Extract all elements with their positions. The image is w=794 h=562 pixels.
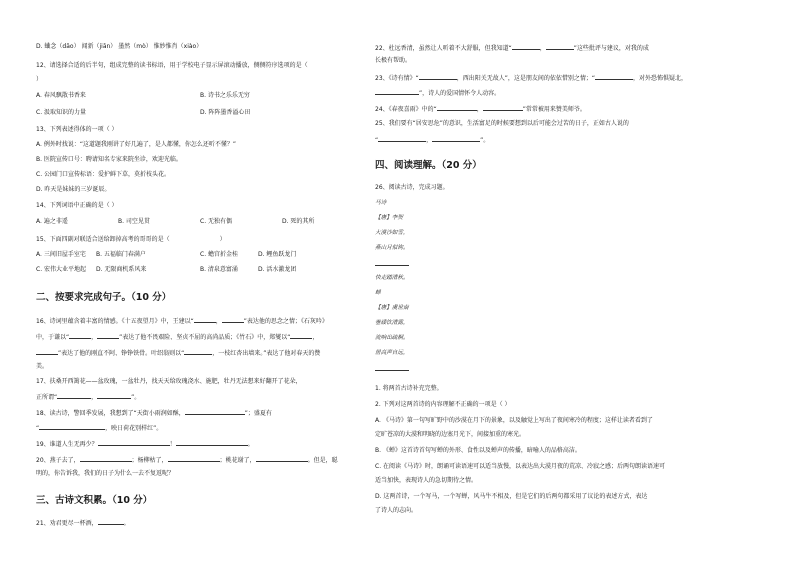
- q16-blank-2[interactable]: [222, 316, 244, 323]
- q24-comma: ，: [476, 106, 483, 113]
- q15-option-c: C. 蟾宫折金桂: [200, 251, 239, 258]
- poem-1-line1: 大漠沙如雪，: [375, 230, 409, 236]
- q19-blank-2[interactable]: [176, 439, 248, 446]
- q24-text: 24、《春夜喜雨》中的“: [375, 106, 437, 113]
- q15-option-d: D. 鲤鱼跃龙门: [258, 251, 297, 258]
- poem-2-line2: 流响出疏桐。: [375, 335, 409, 341]
- q16-blank-5[interactable]: [290, 332, 312, 339]
- q22-blank-2[interactable]: [546, 43, 574, 50]
- q23-blank-1[interactable]: [419, 73, 457, 80]
- subq-2-option-b: B. 《蝉》这首诗首句写蝉的外形、食性以及蝉声的传播，暗喻人的品格高洁。: [375, 447, 581, 454]
- q24-text-c: ”常常被用来赞美师爷。: [522, 106, 586, 113]
- q18-quote: “: [36, 425, 40, 432]
- q19-period: 。: [247, 441, 254, 448]
- q16-text-c3: ，一枝红杏出墙来。”表达了他对春天的赞: [212, 350, 321, 357]
- poem-2-line3: 居高声自远，: [375, 350, 409, 356]
- q20-text-b: ；杨柳枯了，: [131, 457, 168, 464]
- q15-option-g: B. 清泉意富涌: [200, 266, 238, 273]
- subq-2: 2. 下列对这两首诗的内容理解不正确的一项是（ ）: [375, 401, 511, 408]
- q16-blank-6[interactable]: [36, 348, 58, 355]
- q23-text: 23、《诗有情》“: [375, 75, 419, 82]
- subq-2-option-a-l2: 定旷苍凉的大漠和明晓的边塞月光下，间接加重的寒光。: [375, 431, 526, 438]
- poem-1-blank[interactable]: [375, 259, 409, 266]
- q16-text-c2: ”表达了他的刚直不阿、铮铮铁骨。叶绍翁则以“: [58, 350, 185, 357]
- poem-1-blank-line: [375, 259, 409, 269]
- subq-2-option-c-l2: 适当加快，表现诗人的急切期待之情。: [375, 477, 478, 484]
- q12-option-a: A. 春风飘散书香来: [36, 92, 86, 99]
- q20-blank-1[interactable]: [80, 455, 132, 462]
- q16-text-b: 中，于谦以“: [36, 334, 70, 341]
- q20-line1: [36, 455, 338, 465]
- q25-end: ”。: [480, 137, 490, 144]
- poem-1-author: 【唐】李贺: [375, 215, 403, 221]
- q12-option-d: D. 阵阵墨香溢心田: [200, 109, 251, 116]
- q20-text-d: 。但是，聪: [307, 457, 338, 464]
- q23-line2: [375, 88, 500, 98]
- q19-excl: ！: [169, 441, 176, 448]
- q16-blank-3[interactable]: [69, 332, 91, 339]
- q17-line1: 17、扶桑开西篱花——盆玫瑰，一盆牡丹，找天天给玫瑰浇水、施肥，牡丹无法想来好翻开了花朵，: [36, 378, 302, 385]
- q24-blank-2[interactable]: [483, 104, 523, 111]
- poem-2-title: 蝉: [375, 290, 381, 296]
- q15-stem: [36, 236, 226, 244]
- q25-line2: [375, 135, 489, 145]
- q25-blank-1[interactable]: [378, 135, 426, 142]
- q11-option-d: D. 蛐念（dāo） 闻新（jiān） 墨然（mò） 惟妙惟肖（xiào）: [36, 43, 203, 50]
- q13-stem: 13、下列表述得体的一项（ ）: [36, 126, 118, 133]
- q15-option-h: D. 活水激龙团: [258, 266, 297, 273]
- q23-blank-3[interactable]: [375, 88, 419, 95]
- q23-text-c: ，对外恐怖惧疑北，: [632, 75, 687, 82]
- q16-line4: 美。: [36, 363, 49, 370]
- q18-blank-2[interactable]: [39, 423, 105, 430]
- q24-line: [375, 104, 586, 114]
- q17-text-b: 正所谓“: [36, 394, 58, 401]
- poem-2-blank-line: [375, 364, 409, 374]
- q12-option-b: B. 诗书之乐乐无穷: [200, 92, 250, 99]
- q18-text-c2: ，映日荷花别样红”。: [105, 425, 163, 432]
- q22-text: 22、杜远香清，虽然让人听着不大舒服，但我知道“: [375, 45, 512, 52]
- q12-stem-cont: ）: [36, 76, 43, 83]
- q20-text-c: ；桃花谢了，: [219, 457, 256, 464]
- q15-option-a: A. 三间旧屋手室宅: [36, 251, 86, 258]
- q13-option-d: D. 昨天是妹妹的三岁诞辰。: [36, 186, 111, 193]
- q15-stem-paren: ）: [219, 236, 226, 243]
- q18-text: 18、读古诗，警回季发展，我想到了“天街小雨润如酥，: [36, 410, 185, 417]
- section-2-heading: 二、按要求完成句子。（10 分）: [36, 292, 172, 303]
- q18-blank-1[interactable]: [185, 408, 245, 415]
- poem-1-line4: 快走踏清秋。: [375, 275, 409, 281]
- q20-blank-3[interactable]: [256, 455, 308, 462]
- q14-option-b: B. 司空见贯: [118, 218, 150, 225]
- q26-stem: 26、阅读古诗，完成习题。: [375, 184, 449, 191]
- poem-1-title: 马诗: [375, 200, 387, 206]
- q21-blank[interactable]: [98, 518, 124, 525]
- subq-2-option-d-l1: D. 这两首诗，一个写马，一个写蝉，风马牛不相及，但是它们的后两句都采用了议论的表述方式，表达: [375, 493, 648, 500]
- q16-text-a2: ”表达他的思念之情；《石灰吟》: [243, 318, 328, 325]
- q21-period: 。: [123, 520, 130, 527]
- subq-2-option-c-l1: C. 在阅读《马诗》时，朗诵可读语速可以适当放慢，以表达出大漠月夜的荒凉、冷寂之感；后两句朗读语速可: [375, 463, 666, 470]
- q17-blank-1[interactable]: [57, 392, 91, 399]
- q22-comma: ，: [539, 45, 546, 52]
- q20-line2: 明的，你告诉我，我们的日子为什么一去不复返呢？: [36, 470, 175, 477]
- q22-text-c: ”这些批评与建议，对我的成: [573, 45, 649, 52]
- q18-text-b: ”；盛夏有: [244, 410, 272, 417]
- q18-line1: [36, 408, 272, 418]
- poem-2-author: 【唐】虞世南: [375, 305, 409, 311]
- q20-blank-2[interactable]: [168, 455, 220, 462]
- q13-option-a: A. 例外时找说：“这道题我刚讲了好几遍了，是人都懂，你怎么还听不懂？”: [36, 141, 237, 148]
- q23-text-d: ”，诗人的爱国情怀令人动容。: [419, 90, 501, 97]
- poem-2-blank[interactable]: [375, 364, 409, 371]
- subq-1: 1. 将两首古诗补充完整。: [375, 385, 443, 392]
- q13-option-b: B. 医院宣传口号：聘请知名专家来院坐诊，欢迎光临。: [36, 156, 182, 163]
- q19-text: 19、谁道人生无再少？: [36, 441, 98, 448]
- q22-line2: 长极有帮助。: [375, 57, 412, 64]
- q14-option-a: A. 遍之非遥: [36, 218, 68, 225]
- q16-text-a: 16、诗词里蕴含着丰富的情感。《十五夜望月》中，王建以“: [36, 318, 194, 325]
- q14-option-c: C. 无独有偶: [200, 218, 233, 225]
- section-3-heading: 三、古诗文积累。（10 分）: [36, 495, 153, 506]
- q17-blank-2[interactable]: [97, 392, 131, 399]
- q25-line1: 25、我们要有“居安思危”的意识，生活富足的时候要想到以后可能会过苦的日子，正如古人说的: [375, 120, 629, 127]
- q12-option-c: C. 汲取知识的力量: [36, 109, 87, 116]
- q19-blank-1[interactable]: [98, 439, 170, 446]
- q21-text: 21、劝君更尽一杯酒，: [36, 520, 98, 527]
- q14-option-d: D. 死的其所: [282, 218, 315, 225]
- q24-blank-1[interactable]: [437, 104, 477, 111]
- q16-line1: 16、诗词里蕴含着丰富的情感。《十五夜望月》中，王建以“ ， ”表达他的思念之情；《石灰吟》: [36, 318, 328, 325]
- q17-end: ”。: [131, 394, 141, 401]
- q22-line1: [375, 43, 649, 53]
- subq-2-option-d-l2: 了诗人的志向。: [375, 507, 418, 514]
- q13-option-c: C. 公园门口宣传标语：爱护鲜下草，莫折枝头花。: [36, 171, 171, 178]
- q16-line3: [36, 348, 320, 358]
- q21-line: [36, 518, 130, 528]
- q25-blank-2[interactable]: [432, 135, 480, 142]
- section-4-heading: 四、阅读理解。（20 分）: [375, 160, 482, 171]
- q16-blank-7[interactable]: [184, 348, 212, 355]
- q12-stem: 12、请选择合适的后半句，组成完整的读书标语，用于学校电子显示屏滚动播放，侧侧符序选项的是（: [36, 62, 308, 69]
- q18-line2: [36, 423, 162, 433]
- q17-line2: [36, 392, 140, 402]
- q23-blank-2[interactable]: [595, 73, 633, 80]
- q23-text-b: ，西出阳关无故人”，这是朋友间的依依惜别之情；“: [456, 75, 595, 82]
- q16-blank-4[interactable]: [97, 332, 119, 339]
- poem-1-line2: 燕山月似钩。: [375, 245, 409, 251]
- q16-text-b2: ”表达了他不畏艰险、坚贞不屈的高尚品质；《竹石》中，郑燮以“: [119, 334, 291, 341]
- q15-stem-text: 15、下面四副对联适合送给卸掉高考的哥哥的是（: [36, 236, 170, 243]
- q22-blank-1[interactable]: [512, 43, 540, 50]
- subq-2-option-a-l1: A. 《马诗》第一句写旷野中的沙漠在月下的景象，以及触觉上写出了夜间寒冷的程度；这样让读者看到了: [375, 417, 653, 424]
- q25-comma: ，: [426, 137, 433, 144]
- q15-option-f: D. 无限商机系风来: [96, 266, 147, 273]
- q25-quote: “: [375, 137, 379, 144]
- q19-line: [36, 439, 254, 449]
- q17-comma: ，: [91, 394, 98, 401]
- q20-text-a: 20、燕子去了，: [36, 457, 80, 464]
- poem-2-line1: 垂緌饮清露，: [375, 320, 409, 326]
- q15-option-e: C. 宏伟大业平地起: [36, 266, 87, 273]
- q16-blank-1[interactable]: [194, 316, 216, 323]
- q15-option-b: B. 五福临门春满户: [96, 251, 146, 258]
- q14-stem: 14、下列词语中正确的是（ ）: [36, 202, 118, 209]
- q16-line2: 中，于谦以“ ， ”表达了他不畏艰险、坚贞不屈的高尚品质；《竹石》中，郑燮以“ ，: [36, 334, 319, 341]
- q23-line1: [375, 73, 687, 83]
